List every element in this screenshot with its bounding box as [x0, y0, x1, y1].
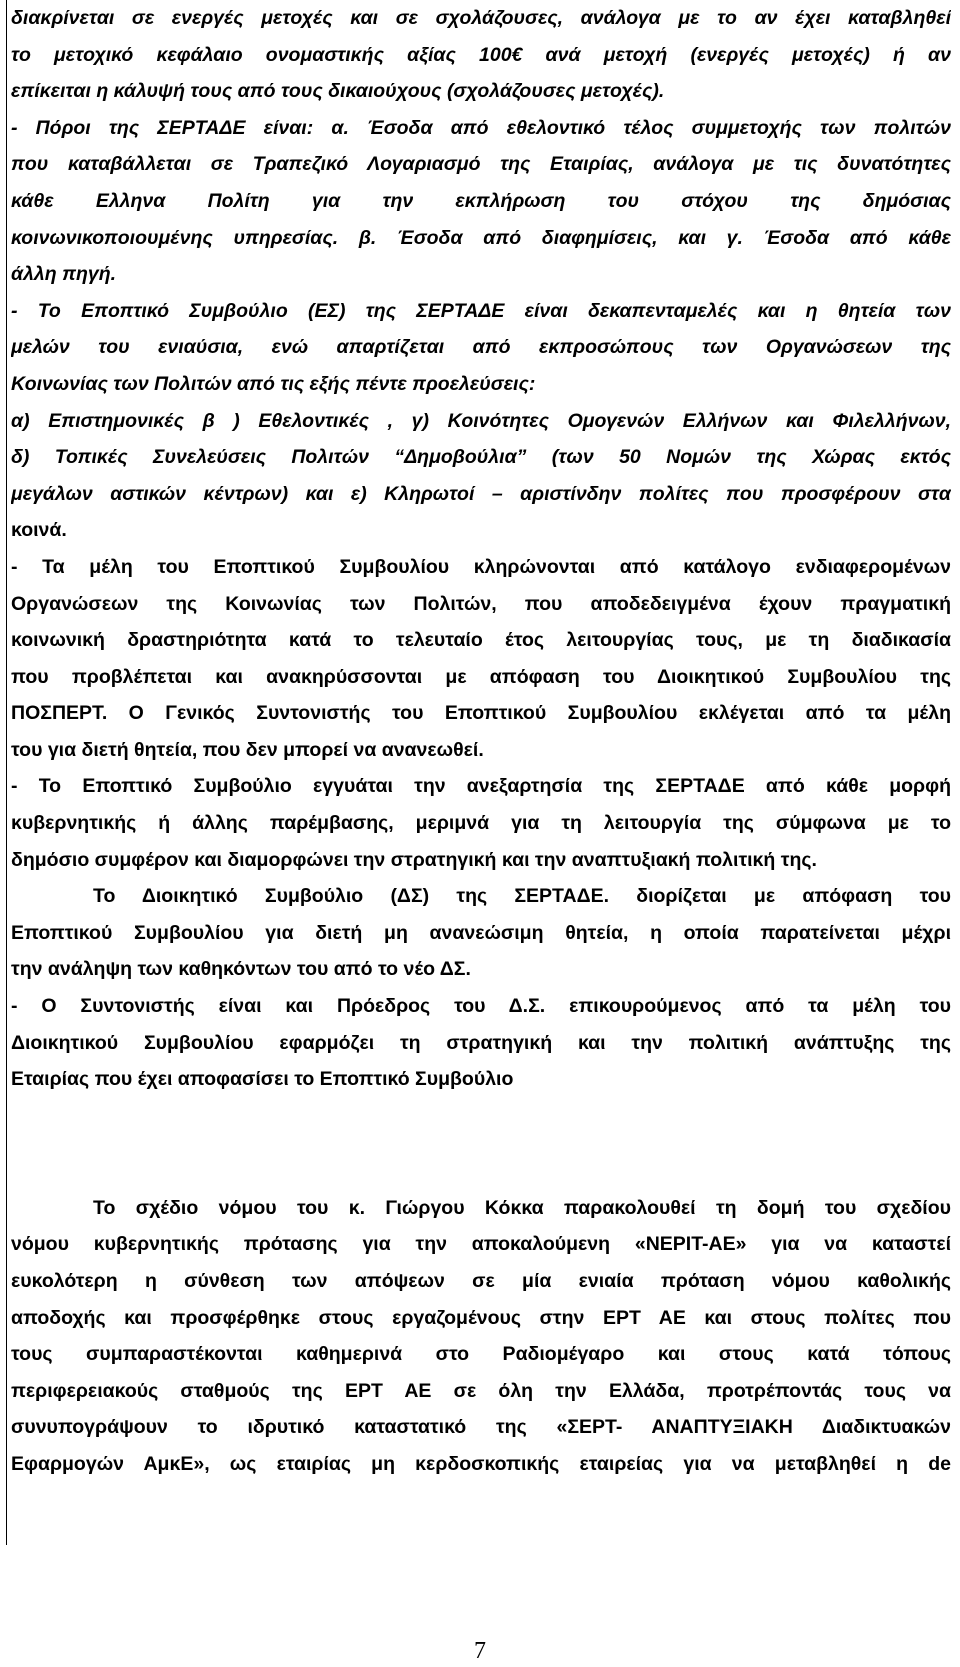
text-line: δ) Τοπικές Συνελεύσεις Πολιτών “Δημοβούλια” (των 50 Νομών της Χώρας εκτός: [11, 446, 951, 469]
text-line: Εταιρίας που έχει αποφασίσει το Εποπτικό Συμβούλιο: [11, 1068, 514, 1091]
text-line: περιφερειακούς σταθμούς της ΕΡΤ ΑΕ σε όλη την Ελλάδα, προτρέποντάς τους να: [11, 1379, 951, 1402]
text-line: κοινωνική δραστηριότητα κατά το τελευταίο έτος λειτουργίας τους, με τη διαδικασία: [11, 629, 951, 652]
left-margin-rule: [6, 0, 7, 1545]
text-line: το μετοχικό κεφάλαιο ονομαστικής αξίας 100€ ανά μετοχή (ενεργές μετοχές) ή αν: [11, 43, 951, 66]
text-line: - Το Εποπτικό Συμβούλιο (ΕΣ) της ΣΕΡΤΑΔΕ είναι δεκαπενταμελές και η θητεία των: [11, 299, 951, 322]
text-line: μεγάλων αστικών κέντρων) και ε) Κληρωτοί – αριστίνδην πολίτες που προσφέρουν στα: [11, 482, 951, 505]
text-line: την ανάληψη των καθηκόντων του από το νέο ΔΣ.: [11, 958, 471, 981]
text-line: αποδοχής και προσφέρθηκε στους εργαζομένους στην ΕΡΤ ΑΕ και στους πολίτες που: [11, 1306, 951, 1329]
text-line: Εφαρμογών ΑμκΕ», ως εταιρίας μη κερδοσκοπικής εταιρείας για να μεταβληθεί η de: [11, 1452, 951, 1475]
text-line: νόμου κυβερνητικής πρότασης για την αποκαλούμενη «ΝΕΡΙΤ-ΑΕ» για να καταστεί: [11, 1233, 951, 1256]
text-line: του για διετή θητεία, που δεν μπορεί να ανανεωθεί.: [11, 738, 484, 761]
text-line: α) Επιστημονικές β ) Εθελοντικές , γ) Κοινότητες Ομογενών Ελλήνων και Φιλελλήνων,: [11, 409, 951, 432]
text-line: τους συμπαραστέκονται καθημερινά στο Ραδιομέγαρο και στους κατά τόπους: [11, 1343, 951, 1366]
text-line: - Ο Συντονιστής είναι και Πρόεδρος του Δ.Σ. επικουρούμενος από τα μέλη του: [11, 995, 951, 1018]
text-line: Κοινωνίας των Πολιτών από τις εξής πέντε προελεύσεις:: [11, 372, 536, 395]
text-line: - Πόροι της ΣΕΡΤΑΔΕ είναι: α. Έσοδα από εθελοντικό τέλος συμμετοχής των πολιτών: [11, 116, 951, 139]
text-line: δημόσιο συμφέρον και διαμορφώνει την στρατηγική και την αναπτυξιακή πολιτική της.: [11, 848, 817, 871]
text-line: ΠΟΣΠΕΡΤ. Ο Γενικός Συντονιστής του Εποπτικού Συμβουλίου εκλέγεται από τα μέλη: [11, 702, 951, 725]
text-line: Οργανώσεων της Κοινωνίας των Πολιτών, που αποδεδειγμένα έχουν πραγματική: [11, 592, 951, 615]
text-line: - Το Εποπτικό Συμβούλιο εγγυάται την ανεξαρτησία της ΣΕΡΤΑΔΕ από κάθε μορφή: [11, 775, 951, 798]
text-line: Διοικητικού Συμβουλίου εφαρμόζει τη στρατηγική και την πολιτική ανάπτυξης της: [11, 1031, 951, 1054]
text-line: Εποπτικού Συμβουλίου για διετή μη ανανεώσιμη θητεία, η οποία παρατείνεται μέχρι: [11, 921, 951, 944]
text-line: Το σχέδιο νόμου του κ. Γιώργου Κόκκα παρακολουθεί τη δομή του σχεδίου: [93, 1196, 951, 1219]
text-line: άλλη πηγή.: [11, 263, 117, 286]
text-line: μελών του ενιαύσια, ενώ απαρτίζεται από εκπροσώπους των Οργανώσεων της: [11, 336, 951, 359]
text-line: επίκειται η κάλυψή τους από τους δικαιούχους (σχολάζουσες μετοχές).: [11, 80, 665, 103]
text-line: Το Διοικητικό Συμβούλιο (ΔΣ) της ΣΕΡΤΑΔΕ. διορίζεται με απόφαση του: [93, 885, 951, 908]
text-line: ευκολότερη η σύνθεση των απόψεων σε μία ενιαία πρόταση νόμου καθολικής: [11, 1270, 951, 1292]
text-line: συνυπογράψουν το ιδρυτικό καταστατικό της «ΣΕΡΤ- ΑΝΑΠΤΥΞΙΑΚΗ Διαδικτυακών: [11, 1416, 951, 1439]
text-line: διακρίνεται σε ενεργές μετοχές και σε σχολάζουσες, ανάλογα με το αν έχει καταβληθεί: [11, 7, 951, 29]
text-line: κάθε Ελληνα Πολίτη για την εκπλήρωση του στόχου της δημόσιας: [11, 189, 951, 212]
text-line: που προβλέπεται και ανακηρύσσονται με απόφαση του Διοικητικού Συμβουλίου της: [11, 665, 951, 688]
text-line: κοινά.: [11, 519, 67, 542]
document-page: [11, 0, 951, 1483]
page-number: 7: [474, 1638, 486, 1664]
paragraph-gap: [11, 1098, 951, 1190]
text-line: κυβερνητικής ή άλλης παρέμβασης, μεριμνά για τη λειτουργία της σύμφωνα με το: [11, 812, 951, 835]
text-line: κοινωνικοποιουμένης υπηρεσίας. β. Έσοδα από διαφημίσεις, και γ. Έσοδα από κάθε: [11, 226, 951, 249]
text-line: - Τα μέλη του Εποπτικού Συμβουλίου κληρώνονται από κατάλογο ενδιαφερομένων: [11, 555, 951, 578]
text-line: που καταβάλλεται σε Τραπεζικό Λογαριασμό της Εταιρίας, ανάλογα με τις δυνατότητες: [11, 153, 951, 176]
